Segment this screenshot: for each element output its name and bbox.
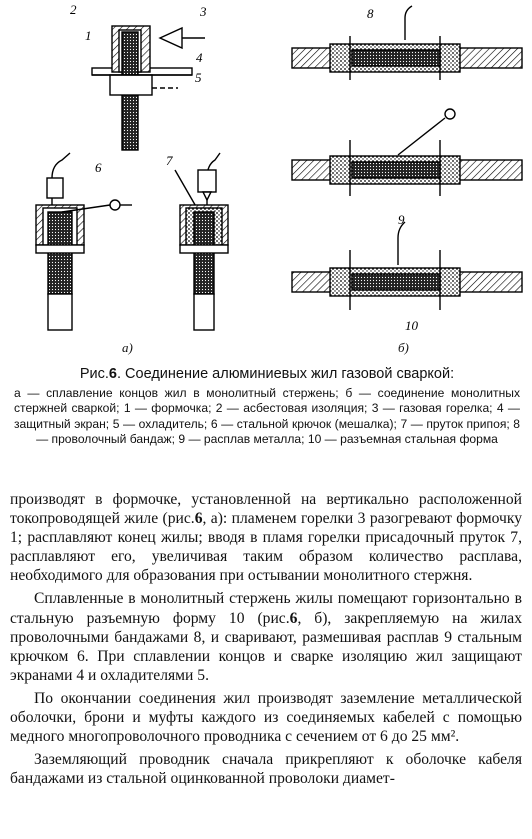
sub-label-b: б) <box>398 340 409 355</box>
callout-3: 3 <box>200 4 207 19</box>
figure-caption <box>14 366 520 448</box>
callout-6: 6 <box>95 160 102 175</box>
callout-5: 5 <box>195 70 202 85</box>
callout-2: 2 <box>70 2 77 17</box>
callout-9: 9 <box>398 212 405 227</box>
callout-4: 4 <box>196 50 203 65</box>
figure-ref: 6 <box>289 609 298 627</box>
callout-1: 1 <box>85 28 92 43</box>
welding-figure <box>0 0 532 362</box>
figure-ref: 6 <box>194 510 203 528</box>
callout-10: 10 <box>405 318 418 333</box>
torch-icon <box>160 28 205 48</box>
joint-with-bandage <box>292 6 522 80</box>
mold-with-hook <box>36 153 132 330</box>
callout-7: 7 <box>166 153 173 168</box>
mold-with-solder-rod <box>175 153 228 330</box>
callout-8: 8 <box>367 6 374 21</box>
paragraph-3: По окончании соединения жил производят заземление металлической оболочки, брони и муфты каждого из соединяемых кабелей с помощью медного многопроволочного проводника с сечением от 6 до 25 мм². <box>10 689 522 746</box>
paragraph-4: Заземляющий проводник сначала прикрепляют к оболочке кабеля бандажами из стальной оцинкованной проволоки диамет- <box>10 751 522 788</box>
paragraph-2: Сплавленные в монолитный стержень жилы помещают горизонтально в стальную разъемную форму 10 (рис.6, б), закрепляемую на жилах проволочными бандажами 8, и сваривают, размешивая расплав 9 стальным крючком 6. При сплавлении концов и сварке изоляцию жил защищают экранами 4 и охладителями 5. <box>10 590 522 684</box>
caption-title: Рис.6. Соединение алюминиевых жил газовой сваркой: <box>79 366 455 382</box>
paragraph-1: производят в формочке, установленной на вертикально расположенной токопроводящей жиле (рис.6, а): пламенем горелки 3 разогревают формочку 1; расплавляют конец жилы; вводя в пламя горелки присадочный пруток 7, расплавляют его, увеличивая таким образом количество расплава, необходимого для образования при остывании монолитного стержня. <box>10 491 523 585</box>
joint-with-melt <box>292 109 522 196</box>
sub-label-a: а) <box>122 340 133 355</box>
body-text <box>10 490 522 792</box>
caption-number: 6 <box>108 366 117 382</box>
joint-in-split-mold <box>292 222 522 310</box>
caption-legend: а — сплавление концов жил в монолитный стержень; б — соединение монолитных стержней сваркой; 1 — формочка; 2 — асбестовая изоляция; 3 — газовая горелка; 4 — защитный экран; 5 — охладитель; 6 — стальной крючок (мешалка); 7 — пруток припоя; 8 — проволочный бандаж; 9 — расплав металла; 10 — разъемная стальная форма <box>14 386 520 447</box>
